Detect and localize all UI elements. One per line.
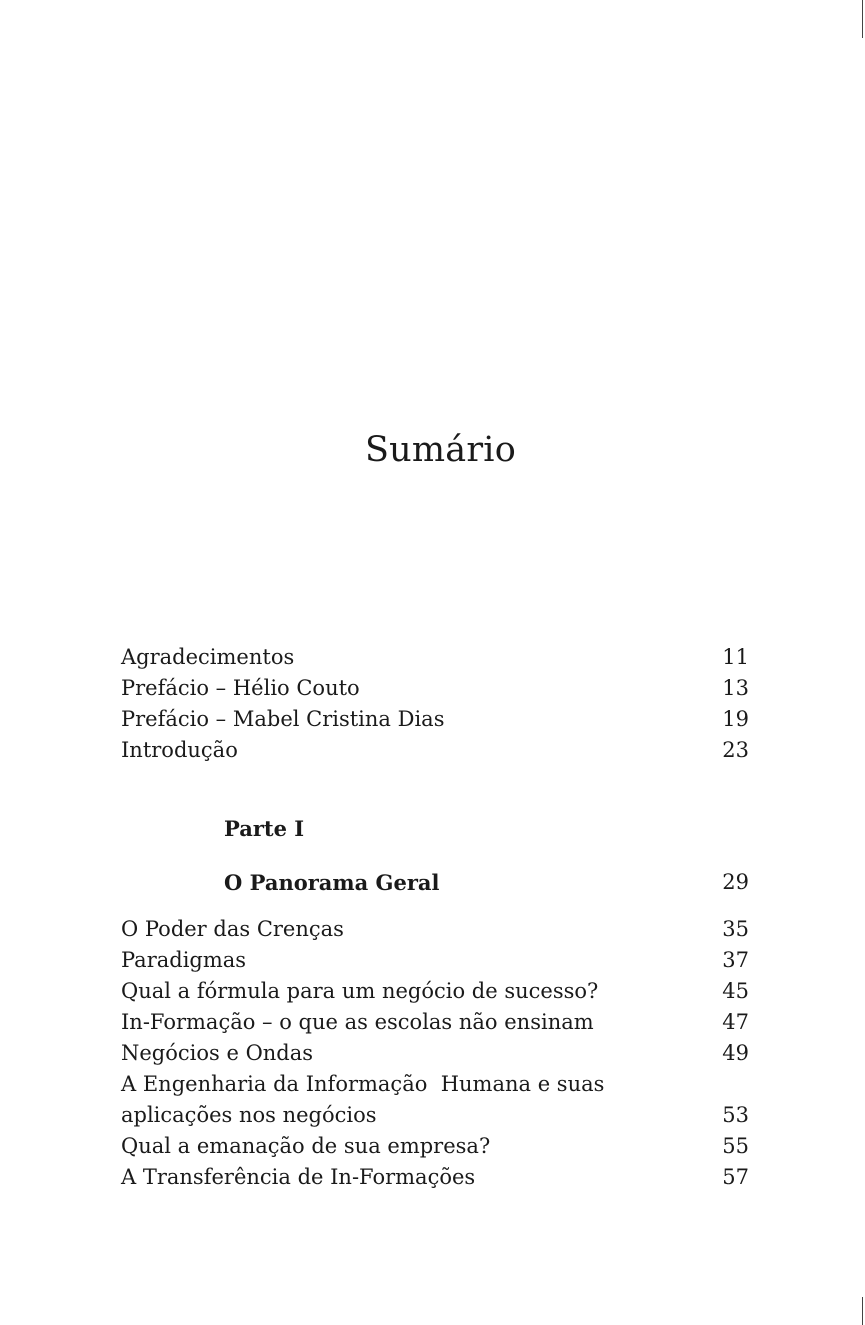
toc-entry (121, 735, 749, 766)
toc-entry-label: Qual a fórmula para um negócio de sucesso? (121, 979, 599, 1003)
toc-entry-label: A Engenharia da Informação Humana e suas (121, 1072, 605, 1096)
toc-entry-page: 13 (722, 676, 749, 700)
toc-entry-page: 19 (722, 707, 749, 731)
toc-entry-label: Prefácio – Hélio Couto (121, 676, 360, 700)
toc-entry-label: Negócios e Ondas (121, 1041, 314, 1065)
toc-chapters (121, 914, 749, 1193)
toc-part-section (121, 813, 749, 898)
toc-entry (121, 1069, 749, 1100)
toc-entry-page: 53 (722, 1103, 749, 1127)
toc-entry (121, 673, 749, 704)
part-heading-label: Parte I (224, 816, 305, 841)
toc-entry (121, 1162, 749, 1193)
toc-entry-label: A Transferência de In-Formações (121, 1165, 476, 1189)
toc-entry-label: aplicações nos negócios (121, 1103, 377, 1127)
part-title (121, 867, 749, 898)
toc-entry (121, 704, 749, 735)
part-heading (121, 813, 749, 844)
toc-entry-page: 49 (722, 1041, 749, 1065)
part-title-label: O Panorama Geral (224, 870, 440, 895)
crop-mark-bottom (862, 1297, 863, 1325)
toc-entry-page: 35 (722, 917, 749, 941)
toc-entry (121, 976, 749, 1007)
page-title: Sumário (365, 430, 516, 470)
toc-entry-page: 37 (722, 948, 749, 972)
toc-entry-page: 57 (722, 1165, 749, 1189)
part-title-page: 29 (722, 870, 749, 894)
toc-entry (121, 642, 749, 673)
toc-entry-page: 11 (722, 645, 749, 669)
toc-entry-label: In-Formação – o que as escolas não ensinam (121, 1010, 594, 1034)
toc-entry-label: Prefácio – Mabel Cristina Dias (121, 707, 445, 731)
toc-front-matter (121, 642, 749, 766)
toc-entry-page: 23 (722, 738, 749, 762)
toc-entry-page: 55 (722, 1134, 749, 1158)
toc-entry (121, 914, 749, 945)
toc-entry-page: 45 (722, 979, 749, 1003)
toc-entry (121, 945, 749, 976)
crop-mark-top (862, 0, 863, 38)
toc-entry (121, 1131, 749, 1162)
toc-entry-label: O Poder das Crenças (121, 917, 344, 941)
toc-entry (121, 1038, 749, 1069)
toc-entry (121, 1007, 749, 1038)
toc-entry-page: 47 (722, 1010, 749, 1034)
toc-entry (121, 1100, 749, 1131)
toc-entry-label: Introdução (121, 738, 238, 762)
toc-entry-label: Paradigmas (121, 948, 247, 972)
toc-entry-label: Agradecimentos (121, 645, 295, 669)
toc-entry-label: Qual a emanação de sua empresa? (121, 1134, 491, 1158)
